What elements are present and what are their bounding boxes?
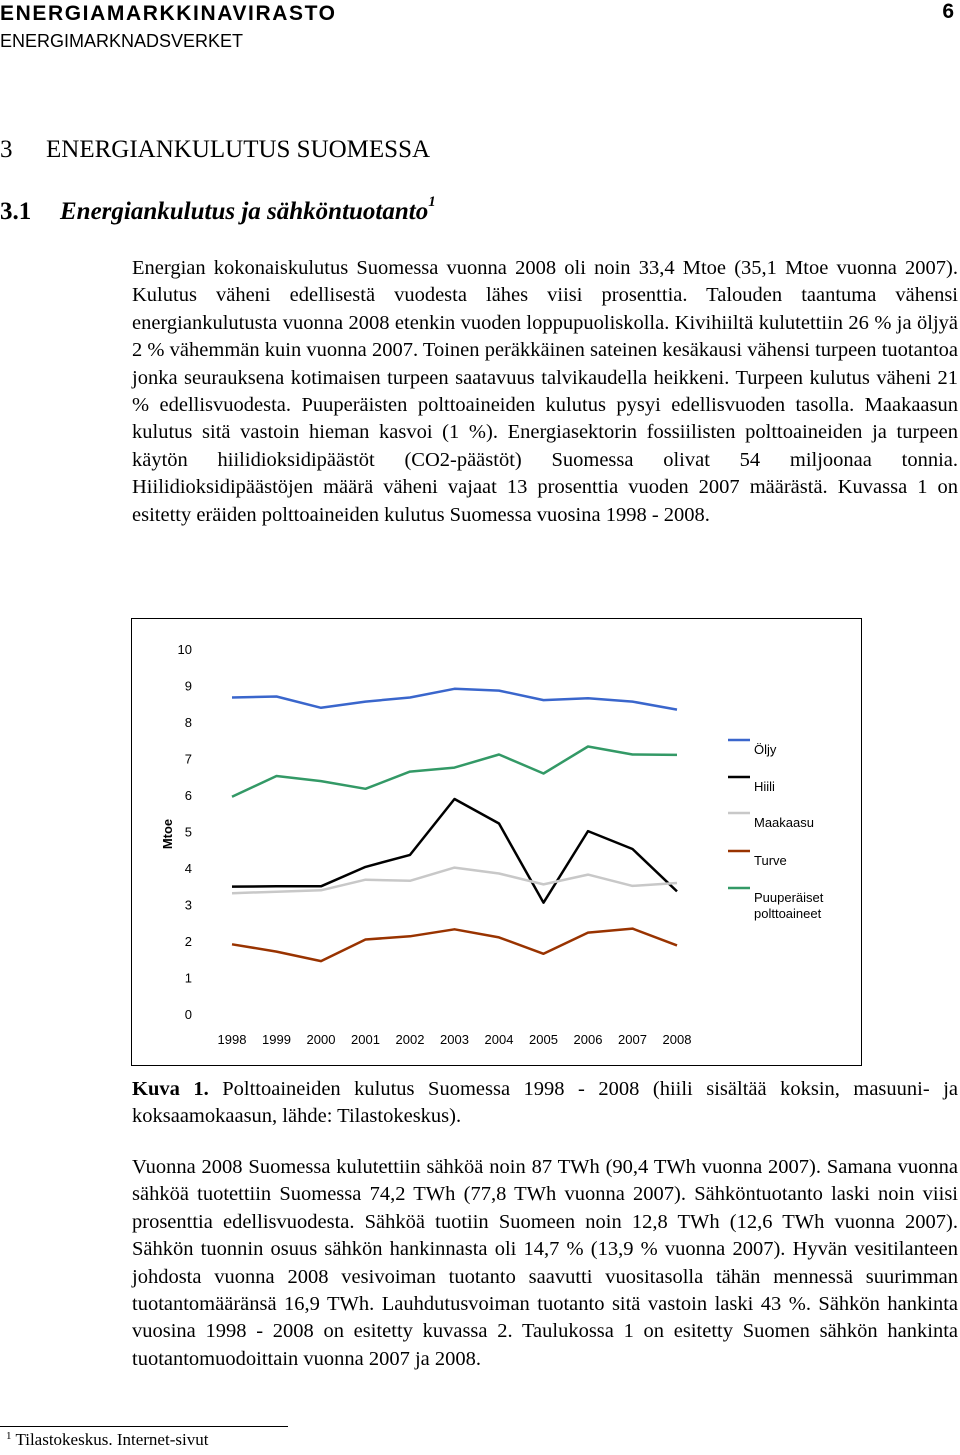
- y-tick-label: 5: [184, 824, 192, 840]
- footnote-mark: 1: [6, 1430, 12, 1442]
- body-paragraph-2: Vuonna 2008 Suomessa kulutettiin sähköä noin 87 TWh (90,4 TWh vuonna 2007). Samana vuonna sähköä tuotettiin Suomessa 74,2 TWh (77,8 TWh vuonna 2007). Sähköntuotanto laski noin viisi prosenttia edellisvuodesta. Sähköä tuotiin Suomeen noin 12,8 TWh (12,6 TWh vuonna 2007). Sähkön tuonnin osuus sähkön hankinnasta oli 14,7 % (13,9 % vuonna 2007). Hyvän vesitilanteen johdosta vuonna 2008 vesivoiman tuotanto saavutti vuositasolla tähän mennessä suurimman tuotantomääränsä 16,9 TWh. Lauhdutusvoiman tuotanto sitä vastoin laski 43 %. Sähkön hankinta vuosina 1998 - 2008 on esitetty kuvassa 2. Taulukossa 1 on esitetty Suomen sähkön hankinta tuotantomuodoittain vuonna 2007 ja 2008.: [132, 1156, 958, 1370]
- legend-label-4: Puuperäiset polttoaineet: [754, 890, 824, 921]
- figure-caption-text: Polttoaineiden kulutus Suomessa 1998 - 2008 (hiili sisältää koksin, masuuni- ja koksaamokaasun, lähde: Tilastokeskus).: [132, 1078, 958, 1128]
- x-tick-label: 2000: [306, 1032, 336, 1047]
- footnote-reference: 1: [428, 194, 436, 210]
- section-title: ENERGIANKULUTUS SUOMESSA: [46, 136, 431, 163]
- figure-caption-label: Kuva 1.: [132, 1078, 209, 1100]
- body-paragraph-1: Energian kokonaiskulutus Suomessa vuonna 2008 oli noin 33,4 Mtoe (35,1 Mtoe vuonna 2007). Kulutus väheni edellisestä vuodesta lähes viisi prosenttia. Talouden taantuma vähensi energiankulutusta vuonna 2008 etenkin vuoden loppupuoliskolla. Kivihiiltä kulutettiin 26 % ja öljyä 2 % vähemmän kuin vuonna 2007. Toinen peräkkäinen sateinen kesäkausi vähensi turpeen tuotantoa jonka seurauksena kotimaisen turpeen saatavuus talvikaudella heikkeni. Turpeen kulutus väheni 21 % edellisvuodesta. Puuperäisten polttoaineiden kulutus pysyi edellisvuoden tasolla. Maakaasun kulutus sitä vastoin hieman kasvoi (1 %). Energiasektorin fossiilisten polttoaineiden ja turpeen käytön hiilidioksidipäästöt (CO2-päästöt) Suomessa olivat 54 miljoonaa tonnia. Hiilidioksidipäästöjen määrä väheni vajaat 13 prosenttia vuoden 2007 määrästä. Kuvassa 1 on esitetty eräiden polttoaineiden kulutus Suomessa vuosina 1998 - 2008.: [132, 257, 958, 526]
- subsection-heading: [0, 194, 436, 226]
- running-header-subtitle: ENERGIMARKNADSVERKET: [0, 31, 244, 51]
- y-tick-label: 6: [184, 788, 192, 803]
- subsection-title: Energiankulutus ja sähköntuotanto: [60, 198, 429, 225]
- section-number: 3: [0, 136, 13, 163]
- y-tick-label: 7: [184, 751, 192, 767]
- y-tick-label: 2: [184, 934, 192, 949]
- y-tick-label: 0: [184, 1007, 192, 1022]
- x-tick-label: 2001: [351, 1032, 380, 1047]
- legend-label-1: Hiili: [754, 779, 775, 794]
- series-line-0: [232, 689, 677, 710]
- x-tick-label: 2005: [529, 1032, 558, 1047]
- legend-label-0: Öljy: [754, 742, 777, 757]
- figure-caption: [132, 1076, 958, 1131]
- y-tick-label: 8: [184, 715, 192, 730]
- footnote: [6, 1430, 208, 1450]
- series-line-4: [232, 747, 677, 797]
- page-number: 6: [942, 0, 954, 23]
- y-tick-label: 1: [184, 970, 192, 986]
- series-line-2: [232, 868, 677, 894]
- y-tick-label: 10: [177, 642, 192, 657]
- x-tick-label: 2008: [662, 1032, 692, 1047]
- y-tick-label: 9: [184, 678, 192, 694]
- footnote-text: Tilastokeskus. Internet-sivut: [11, 1430, 209, 1449]
- section-heading: [0, 136, 430, 164]
- figure-chart: [131, 618, 862, 1066]
- running-header-title: ENERGIAMARKKINAVIRASTO: [0, 2, 337, 25]
- x-tick-label: 2004: [484, 1032, 514, 1047]
- footnote-divider: [0, 1426, 288, 1427]
- legend-label-3: Turve: [754, 853, 787, 868]
- x-tick-label: 1999: [262, 1032, 291, 1047]
- y-tick-label: 4: [184, 861, 192, 876]
- line-chart: [132, 619, 861, 1065]
- x-tick-label: 2006: [573, 1032, 603, 1047]
- legend-label-2: Maakaasu: [754, 815, 814, 830]
- y-tick-label: 3: [184, 897, 192, 913]
- x-tick-label: 2007: [618, 1032, 647, 1047]
- y-axis-label: Mtoe: [160, 818, 175, 850]
- x-tick-label: 2003: [440, 1032, 469, 1047]
- subsection-number: 3.1: [0, 198, 32, 225]
- x-tick-label: 2002: [395, 1032, 425, 1047]
- series-line-1: [232, 799, 677, 903]
- series-line-3: [232, 929, 677, 962]
- x-tick-label: 1998: [217, 1032, 247, 1047]
